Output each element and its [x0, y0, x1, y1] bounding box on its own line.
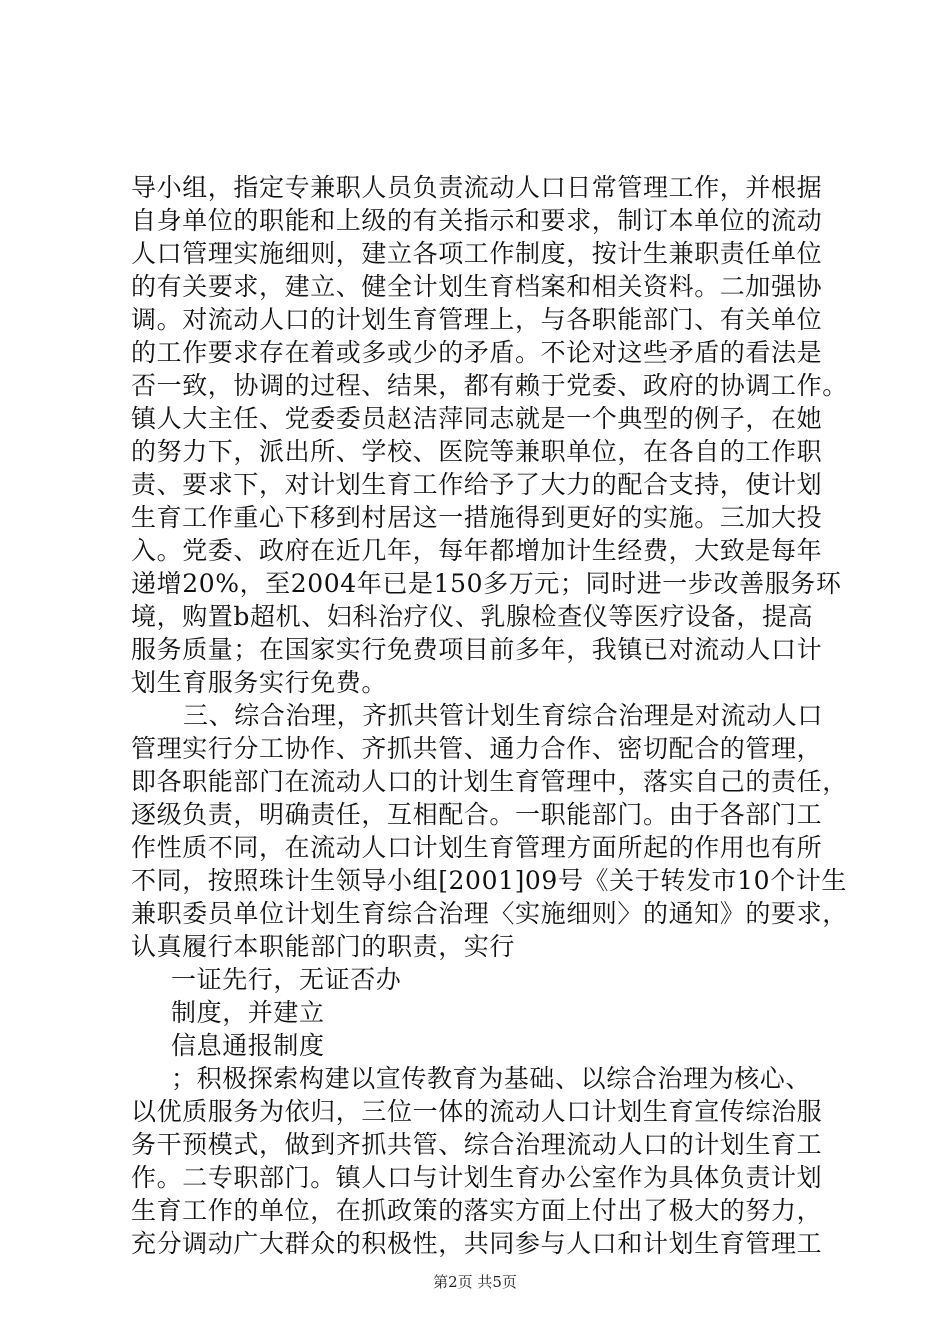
- body-line: 逐级负责，明确责任，互相配合。一职能部门。由于各部门工: [131, 800, 823, 829]
- body-line: 的努力下，派出所、学校、医院等兼职单位，在各自的工作职: [131, 437, 823, 466]
- body-line: 服务质量；在国家实行免费项目前多年，我镇已对流动人口计: [131, 635, 823, 664]
- section-heading-line: 三、综合治理，齐抓共管计划生育综合治理是对流动人口: [183, 701, 824, 730]
- document-body: [131, 171, 848, 1260]
- body-line: 不同，按照珠计生领导小组[2001]09号《关于转发市10个计生: [131, 866, 847, 895]
- body-line: 入。党委、政府在近几年，每年都增加计生经费，大致是每年: [131, 536, 823, 565]
- body-line: 充分调动广大群众的积极性，共同参与人口和计划生育管理工: [131, 1229, 823, 1258]
- body-line: 生育工作的单位，在抓政策的落实方面上付出了极大的努力，: [131, 1196, 823, 1225]
- body-line: 管理实行分工协作、齐抓共管、通力合作、密切配合的管理，: [131, 734, 823, 763]
- body-line: 镇人大主任、党委委员赵洁萍同志就是一个典型的例子，在她: [131, 404, 823, 433]
- body-line: 调。对流动人口的计划生育管理上，与各职能部门、有关单位: [131, 305, 823, 334]
- body-line: 务干预模式，做到齐抓共管、综合治理流动人口的计划生育工: [131, 1130, 823, 1159]
- body-line: 作性质不同，在流动人口计划生育管理方面所起的作用也有所: [131, 833, 823, 862]
- body-line: 以优质服务为依归，三位一体的流动人口计划生育宣传综治服: [131, 1097, 823, 1126]
- body-line: 制度，并建立: [171, 998, 325, 1027]
- body-line: 即各职能部门在流动人口的计划生育管理中，落实自己的责任，: [131, 767, 848, 796]
- body-line: ；积极探索构建以宣传教育为基础、以综合治理为核心、: [171, 1064, 812, 1093]
- body-line: 导小组，指定专兼职人员负责流动人口日常管理工作，并根据: [131, 173, 823, 202]
- body-line: 的有关要求，建立、健全计划生育档案和相关资料。二加强协: [131, 272, 823, 301]
- body-line: 的工作要求存在着或多或少的矛盾。不论对这些矛盾的看法是: [131, 338, 823, 367]
- body-line: 划生育服务实行免费。: [131, 668, 388, 697]
- body-line: 生育工作重心下移到村居这一措施得到更好的实施。三加大投: [131, 503, 823, 532]
- body-line: 认真履行本职能部门的职责，实行: [131, 932, 516, 961]
- body-line: 否一致，协调的过程、结果，都有赖于党委、政府的协调工作。: [131, 371, 848, 400]
- body-line: 递增20%，至2004年已是150多万元；同时进一步改善服务环: [131, 569, 842, 598]
- body-line: 人口管理实施细则，建立各项工作制度，按计生兼职责任单位: [131, 239, 823, 268]
- body-line: 一证先行，无证否办: [171, 965, 402, 994]
- body-line: 境，购置b超机、妇科治疗仪、乳腺检查仪等医疗设备，提高: [131, 602, 814, 631]
- body-line: 责、要求下，对计划生育工作给予了大力的配合支持，使计划: [131, 470, 823, 499]
- body-line: 作。二专职部门。镇人口与计划生育办公室作为具体负责计划: [131, 1163, 823, 1192]
- body-line: 自身单位的职能和上级的有关指示和要求，制订本单位的流动: [131, 206, 823, 235]
- page-number-footer: 第2页 共5页: [433, 1273, 517, 1291]
- body-line: 兼职委员单位计划生育综合治理〈实施细则〉的通知》的要求，: [131, 899, 848, 928]
- body-line: 信息通报制度: [171, 1031, 325, 1060]
